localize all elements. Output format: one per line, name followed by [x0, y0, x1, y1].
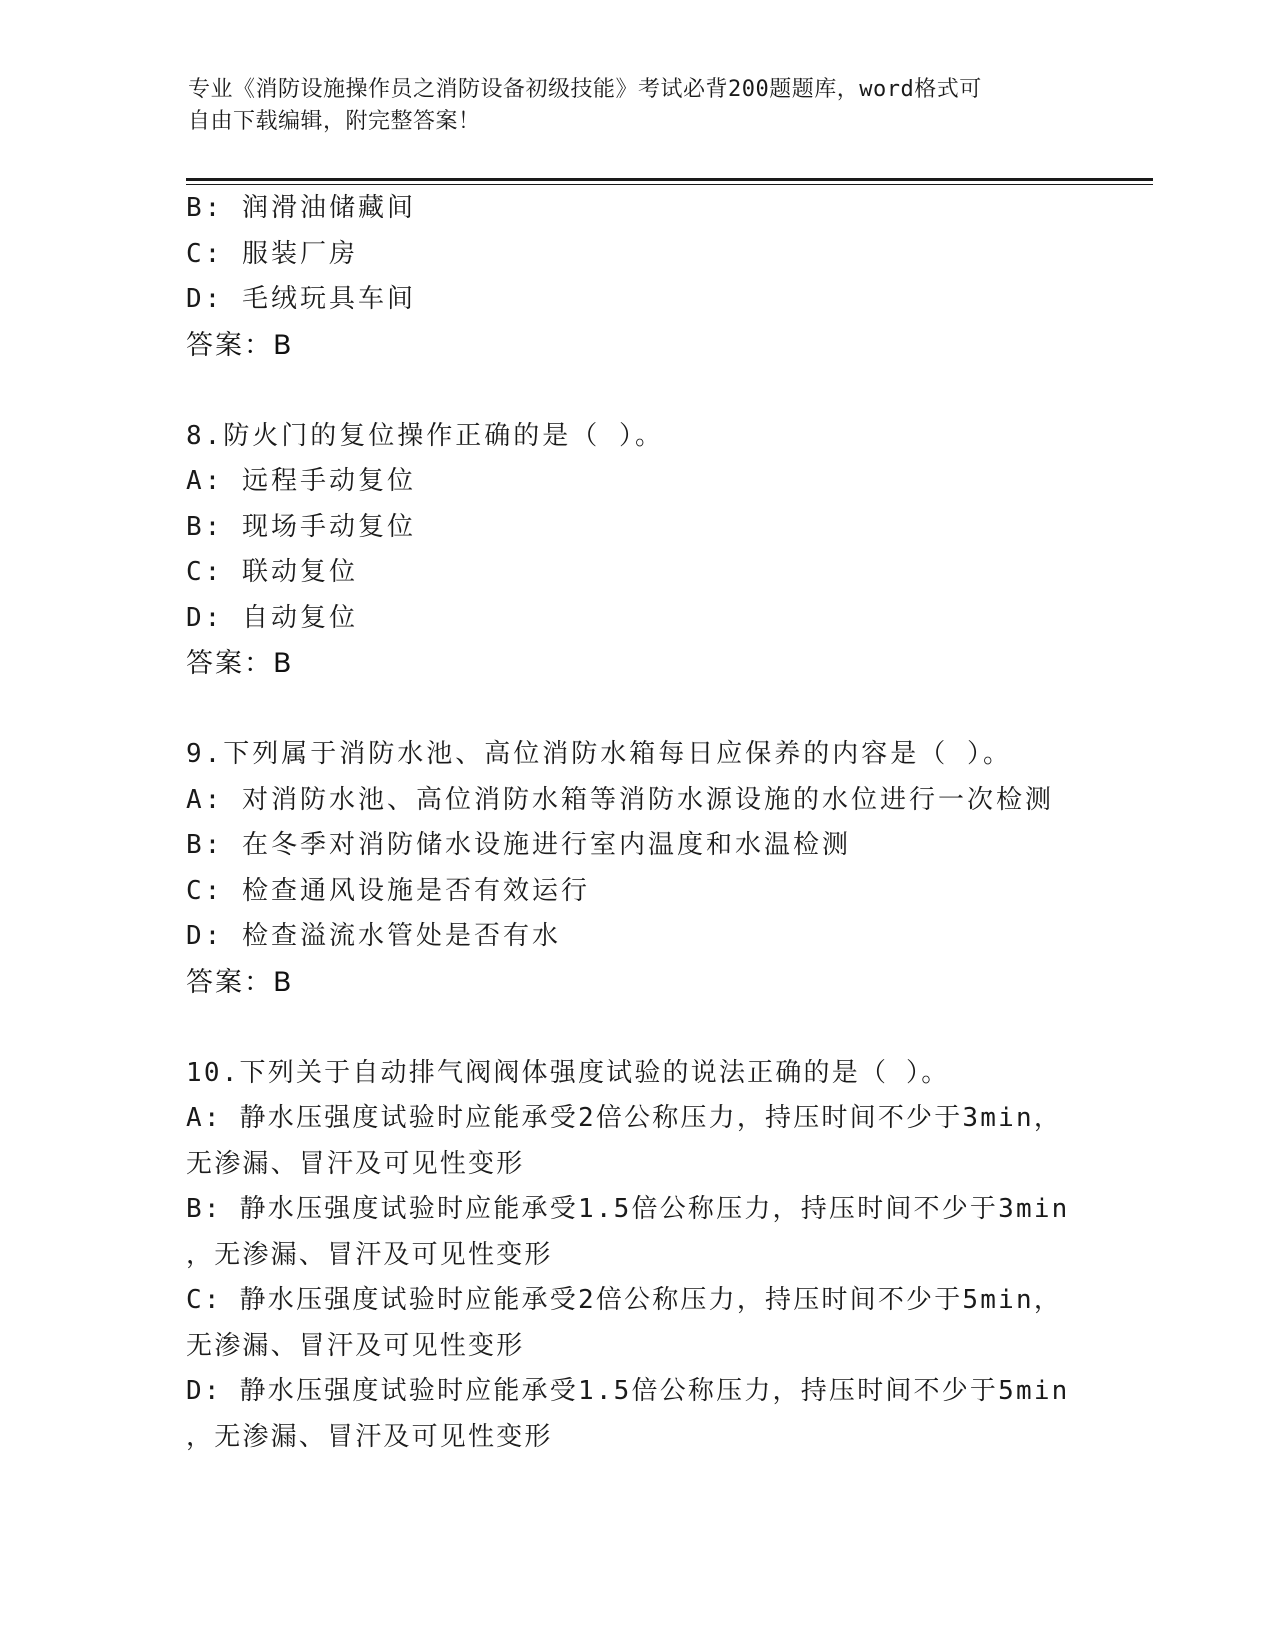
- q7-option-c: C: 服装厂房: [186, 238, 358, 269]
- q9-stem: 9.下列属于消防水池、高位消防水箱每日应保养的内容是（ ）。: [186, 739, 1012, 769]
- q9-answer: 答案：B: [186, 966, 294, 998]
- q10-stem: 10.下列关于自动排气阀阀体强度试验的说法正确的是（ ）。: [186, 1057, 950, 1088]
- q7-option-d: D: 毛绒玩具车间: [186, 284, 416, 314]
- q7-answer: 答案：B: [186, 329, 294, 361]
- q9-option-a: A: 对消防水池、高位消防水箱等消防水源设施的水位进行一次检测: [186, 784, 1054, 815]
- q8-option-c: C: 联动复位: [186, 557, 358, 587]
- spacer: [186, 687, 1086, 733]
- q10-option-c-line-1: C: 静水压强度试验时应能承受2倍公称压力，持压时间不少于5min，: [186, 1285, 1063, 1315]
- header-line-1: 专业《消防设施操作员之消防设备初级技能》考试必背200题题库，word格式可: [188, 77, 982, 102]
- q10-option-b-line-2: ，无渗漏、冒汗及可见性变形: [186, 1239, 553, 1270]
- q10-option-b-line-1: B: 静水压强度试验时应能承受1.5倍公称压力，持压时间不少于3min: [186, 1194, 1070, 1224]
- q8-option-d: D: 自动复位: [186, 602, 358, 633]
- q8-answer: 答案：B: [186, 648, 294, 679]
- question-content: [186, 186, 1086, 1460]
- spacer: [186, 368, 1086, 414]
- q8-option-a: A: 远程手动复位: [186, 466, 416, 496]
- q10-option-d-line-2: ，无渗漏、冒汗及可见性变形: [186, 1421, 553, 1452]
- document-header: [188, 74, 1068, 138]
- q10-option-a-line-2: 无渗漏、冒汗及可见性变形: [186, 1148, 525, 1179]
- header-divider-thin: [186, 184, 1153, 185]
- spacer: [186, 1005, 1086, 1051]
- q8-option-b: B: 现场手动复位: [186, 511, 416, 542]
- header-divider-thick: [186, 178, 1153, 181]
- q10-option-d-line-1: D: 静水压强度试验时应能承受1.5倍公称压力，持压时间不少于5min: [186, 1376, 1070, 1406]
- header-line-2: 自由下载编辑，附完整答案！: [188, 109, 481, 134]
- q8-stem: 8.防火门的复位操作正确的是（ ）。: [186, 420, 664, 451]
- q9-option-d: D: 检查溢流水管处是否有水: [186, 921, 561, 951]
- q9-option-b: B: 在冬季对消防储水设施进行室内温度和水温检测: [186, 830, 851, 860]
- q10-option-a-line-1: A: 静水压强度试验时应能承受2倍公称压力，持压时间不少于3min，: [186, 1103, 1063, 1133]
- q10-option-c-line-2: 无渗漏、冒汗及可见性变形: [186, 1330, 525, 1361]
- q9-option-c: C: 检查通风设施是否有效运行: [186, 875, 590, 906]
- q7-option-b: B: 润滑油储藏间: [186, 193, 416, 223]
